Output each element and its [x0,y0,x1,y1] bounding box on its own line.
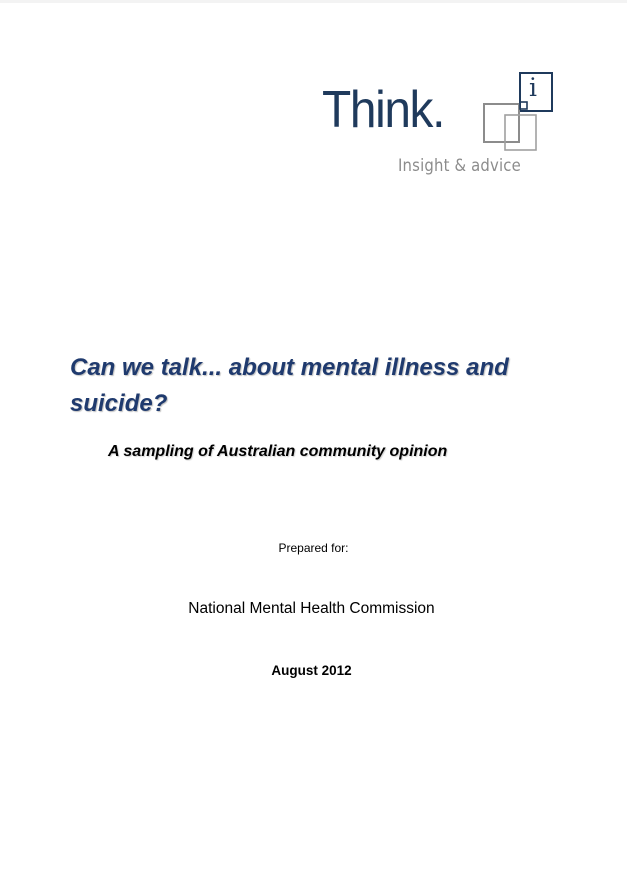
logo-tagline: Insight & advice [398,156,521,175]
think-logo [318,72,554,180]
logo-badge-letter: i [529,73,537,102]
recipient-organization: National Mental Health Commission [188,600,435,617]
top-edge-rule [0,0,627,3]
report-date: August 2012 [271,663,352,678]
report-title: Can we talk... about mental illness and suicide? [70,354,509,417]
logo-wordmark: Think. [322,81,445,139]
prepared-for-label: Prepared for: [278,541,349,555]
report-subtitle: A sampling of Australian community opinion [108,443,448,460]
